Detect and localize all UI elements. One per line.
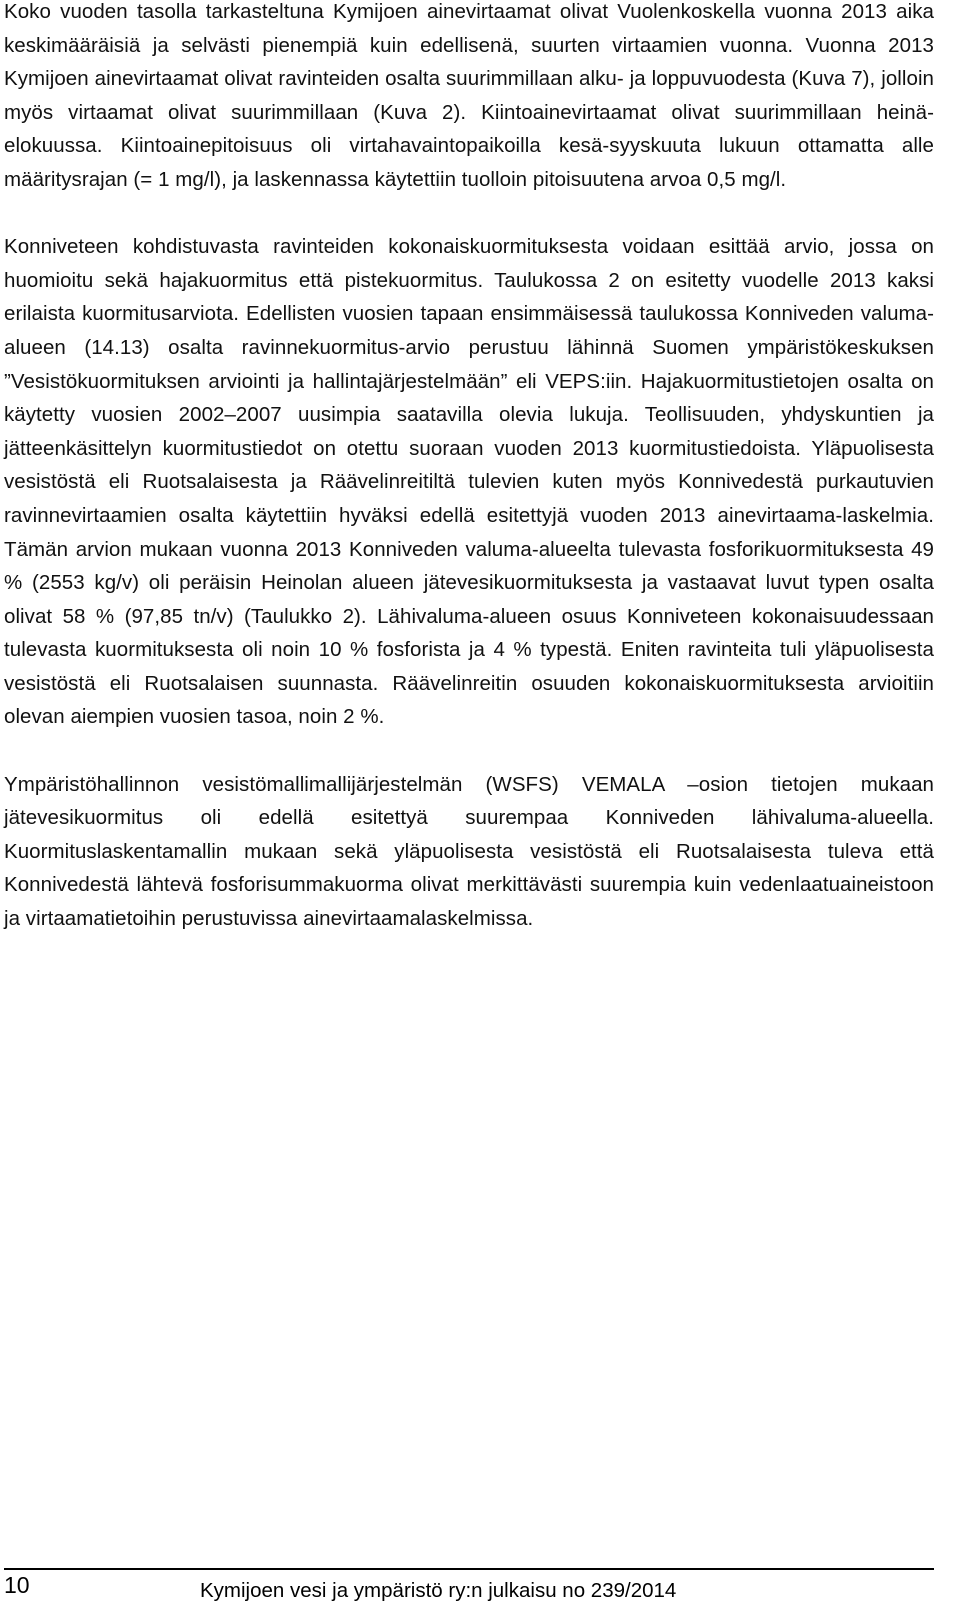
paragraph-ainevirtaamat: Koko vuoden tasolla tarkasteltuna Kymijoen ainevirtaamat olivat Vuolenkoskella vuonna 2013 aika keskimääräisiä ja selvästi pienempiä kuin edellisenä, suurten virtaamien vuonna. Vuonna 2013 Kymijoen ainevirtaamat olivat ravinteiden osalta suurimmillaan alku- ja loppuvuodesta (Kuva 7), jolloin myös virtaamat olivat suurimmillaan (Kuva 2). Kiintoainevirtaamat olivat suurimmillaan heinä-elokuussa. Kiintoainepitoisuus oli virtahavaintopaikoilla kesä-syyskuuta lukuun ottamatta alle määritysrajan (= 1 mg/l), ja laskennassa käytettiin tuolloin pitoisuutena arvoa 0,5 mg/l. [4,0,934,191]
page-number: 10 [4,1572,30,1598]
publication-title: Kymijoen vesi ja ympäristö ry:n julkaisu no 239/2014 [200,1579,677,1602]
paragraph-vemala: Ympäristöhallinnon vesistömallimallijärjestelmän (WSFS) VEMALA –osion tietojen mukaan jätevesikuormitus oli edellä esitettyä suurempaa Konniveden lähivaluma-alueella. Kuormituslaskentamallin mukaan sekä yläpuolisesta vesistöstä eli Ruotsalaisesta tuleva että Konnivedestä lähtevä fosforisummakuorma olivat merkittävästi suurempia kuin vedenlaatuaineistoon ja virtaamatietoihin perustuvissa ainevirtaamalaskelmissa. [4,772,934,931]
paragraph-kokonaiskuormitus: Konniveteen kohdistuvasta ravinteiden kokonaiskuormituksesta voidaan esittää arvio, jossa on huomioitu sekä hajakuormitus että pistekuormitus. Taulukossa 2 on esitetty vuodelle 2013 kaksi erilaista kuormitusarviota. Edellisten vuosien tapaan ensimmäisessä taulukossa Konniveden valuma-alueen (14.13) osalta ravinnekuormitus-arvio perustuu lähinnä Suomen ympäristökeskuksen ”Vesistökuormituksen arviointi ja hallintajärjestelmään” eli VEPS:iin. Hajakuormitustietojen osalta on käytetty vuosien 2002–2007 uusimpia saatavilla olevia lukuja. Teollisuuden, yhdyskuntien ja jätteenkäsittelyn kuormitustiedot on otettu suoraan vuoden 2013 kuormitustiedoista. Yläpuolisesta vesistöstä eli Ruotsalaisesta ja Räävelinreitiltä tulevien kuten myös Konnivedestä purkautuvien ravinnevirtaamien osalta käytettiin hyväksi edellä esitettyjä vuoden 2013 ainevirtaama-laskelmia. Tämän arvion mukaan vuonna 2013 Konniveden valuma-alueelta tulevasta fosforikuormituksesta 49 % (2553 kg/v) oli peräisin Heinolan alueen jätevesikuormituksesta ja vastaavat luvut typen osalta olivat 58 % (97,85 tn/v) (Taulukko 2). Lähivaluma-alueen osuus Konniveteen kokonaisuudessaan tulevasta kuormituksesta oli noin 10 % fosforista ja 4 % typestä. Eniten ravinteita tuli yläpuolisesta vesistöstä eli Ruotsalaisen suunnasta. Räävelinreitin osuuden kokonaiskuormituksesta arvioitiin olevan aiempien vuosien tasoa, noin 2 %. [4,235,934,729]
document-body [4,0,934,936]
page-footer [0,1568,960,1610]
footer-divider [4,1568,934,1570]
